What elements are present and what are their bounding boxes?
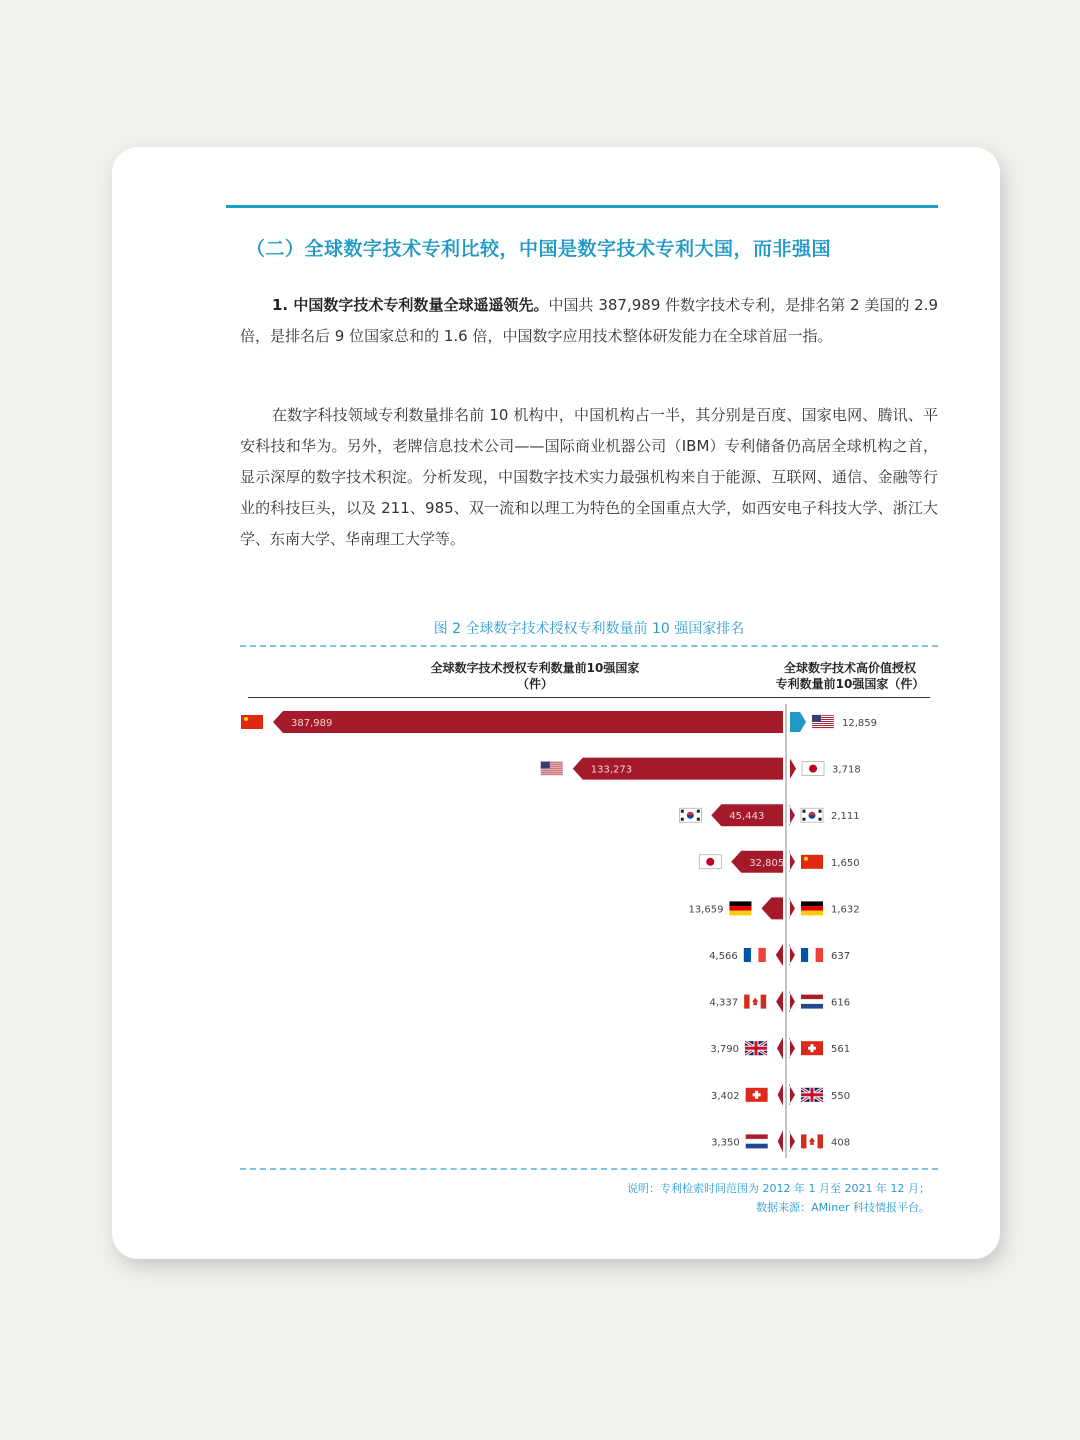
left-bar-ch <box>778 1084 783 1106</box>
left-bar-label-kr: 45,443 <box>729 811 765 823</box>
left-header-line-1: 全球数字技术授权专利数量前10强国家 <box>430 661 640 675</box>
right-header-line-1: 全球数字技术高价值授权 <box>783 661 916 675</box>
left-bar-label-nl: 3,350 <box>711 1137 740 1149</box>
flag-jp-right <box>802 762 824 776</box>
flag-gb-right <box>801 1088 823 1102</box>
flag-jp-left <box>699 855 721 869</box>
flag-de-left <box>729 901 751 915</box>
right-bar-label-jp: 3,718 <box>832 764 861 776</box>
flag-cn-left <box>241 715 263 729</box>
left-bar-cn <box>273 711 783 733</box>
flag-gb-left <box>745 1041 767 1055</box>
flag-kr-right <box>801 808 823 822</box>
left-bar-ca <box>776 991 783 1013</box>
right-header-line-2: 专利数量前10强国家（件） <box>775 677 925 691</box>
right-bar-cn <box>789 852 795 872</box>
left-bar-gb <box>777 1037 783 1059</box>
paragraph-1-body: 中国共 387,989 件数字技术专利，是排名第 2 美国的 2.9 倍，是排名后 9 位国家总和的 1.6 倍，中国数字应用技术整体研发能力在全球首屈一指。 <box>240 296 939 345</box>
section-title: （二）全球数字技术专利比较，中国是数字技术专利大国，而非强国 <box>246 238 832 260</box>
left-header-line-2: （件） <box>516 677 553 691</box>
flag-us-left <box>541 762 563 776</box>
left-bar-nl <box>778 1130 783 1152</box>
right-bar-label-cn: 1,650 <box>831 857 860 869</box>
flag-nl-left <box>746 1134 768 1148</box>
right-bar-gb <box>789 1085 795 1105</box>
flag-de-right <box>801 901 823 915</box>
left-bar-label-us: 133,273 <box>590 764 633 776</box>
right-bar-label-us: 12,859 <box>842 718 877 729</box>
figure-bottom-divider <box>240 1168 938 1170</box>
right-bar-de <box>789 898 795 918</box>
right-bar-us <box>790 712 806 732</box>
flag-kr-left <box>679 808 701 822</box>
left-bar-label-ca: 4,337 <box>709 997 739 1009</box>
left-bar-label-cn: 387,989 <box>291 718 333 729</box>
left-bar-label-de: 13,659 <box>688 904 724 916</box>
flag-fr-left <box>744 948 766 962</box>
right-bar-ca <box>789 1131 795 1151</box>
right-bar-label-fr: 637 <box>831 951 851 962</box>
flag-cn-right <box>801 855 823 869</box>
left-bar-de <box>761 897 783 919</box>
flag-fr-right <box>801 948 823 962</box>
paragraph-1-lead: 1. 中国数字技术专利数量全球遥遥领先。 <box>272 296 549 314</box>
figure-title: 图 2 全球数字技术授权专利数量前 10 强国家排名 <box>433 621 745 637</box>
right-bar-ch <box>789 1038 795 1058</box>
right-bar-label-gb: 550 <box>831 1090 851 1102</box>
flag-us-right <box>812 715 834 729</box>
flag-ch-right <box>801 1041 823 1055</box>
figure-note: 说明：专利检索时间范围为 2012 年 1 月至 2021 年 12 月； <box>627 1182 930 1195</box>
left-bar-fr <box>776 944 783 966</box>
left-bar-label-jp: 32,805 <box>749 857 785 869</box>
right-bar-nl <box>789 992 795 1012</box>
left-bar-label-fr: 4,566 <box>709 951 738 962</box>
flag-ca-right <box>801 1134 823 1148</box>
right-bar-label-ch: 561 <box>831 1044 851 1056</box>
right-bar-label-ca: 408 <box>831 1137 851 1149</box>
flag-nl-right <box>801 995 823 1009</box>
right-bar-label-nl: 616 <box>831 997 851 1009</box>
flag-ca-left <box>744 995 766 1009</box>
paragraph-2: 在数字科技领域专利数量排名前 10 机构中，中国机构占一半，其分别是百度、国家电网、腾讯、平安科技和华为。另外，老牌信息技术公司——国际商业机器公司（IBM）专利储备仍高居全球机构之首，显示深厚的数字技术积淀。分析发现，中国数字技术实力最强机构来自于能源、互联网、通信、金融等行业的科技巨头，以及 211、985、双一流和以理工为特色的全国重点大学，如西安电子科技大学、浙江大学、东南大学、华南理工大学等。 <box>240 406 938 548</box>
right-bar-jp <box>790 759 796 779</box>
left-bar-label-gb: 3,790 <box>710 1044 740 1056</box>
right-bar-label-de: 1,632 <box>831 904 860 916</box>
right-bar-fr <box>789 945 795 965</box>
flag-ch-left <box>746 1088 768 1102</box>
right-bar-kr <box>789 805 795 825</box>
figure-source: 数据来源：AMiner 科技情报平台。 <box>756 1201 930 1214</box>
right-bar-label-kr: 2,111 <box>831 811 860 823</box>
left-bar-label-ch: 3,402 <box>710 1090 740 1102</box>
